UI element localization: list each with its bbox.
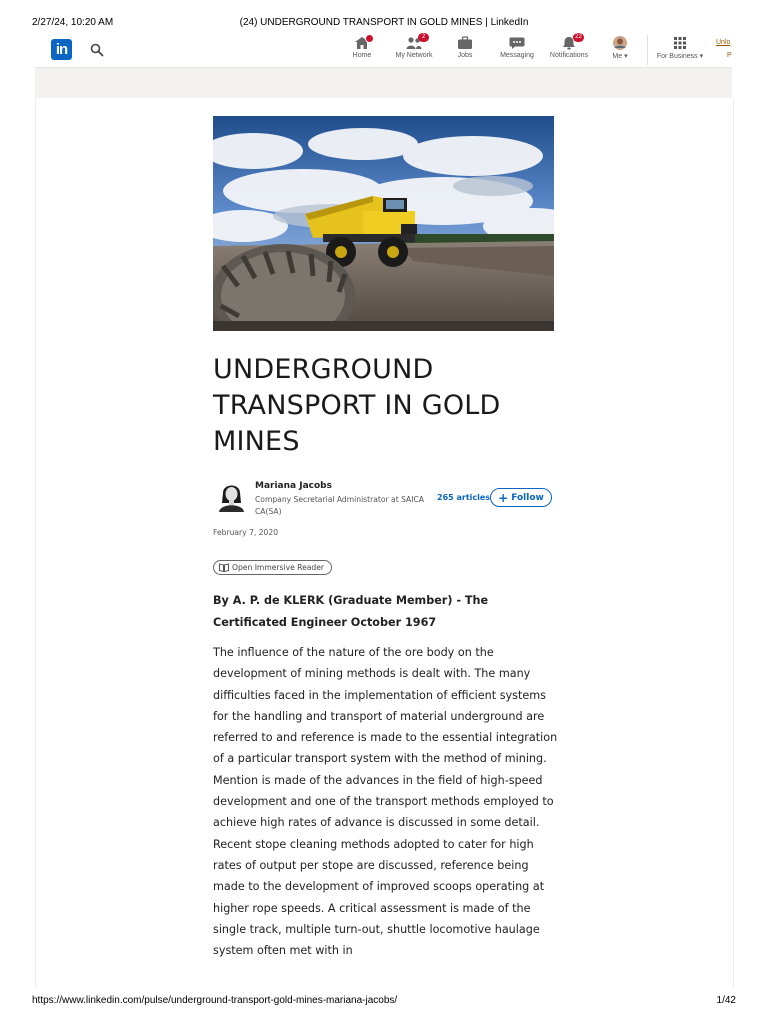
grid-icon xyxy=(672,36,688,50)
page-background-band xyxy=(35,68,732,98)
follow-button-label: Follow xyxy=(511,492,544,503)
home-notification-dot xyxy=(365,34,374,43)
nav-me[interactable] xyxy=(608,36,632,66)
briefcase-icon xyxy=(457,36,473,50)
article-body: The influence of the nature of the ore body on the development of mining methods is dealt with. The many difficulties faced in the implementation of efficient systems for the handling and transport of material underground are referred to and reference is made to the essential integration of a particular transport system with the method of mining. Mention is made of the advances in the field of high-speed development and one of the transport methods employed to achieve high rates of advance is discussed in some detail. Recent stope cleaning methods adopted to cater for high rates of output per stope are discussed, reference being made to the development of improved scoops operating at higher rope speeds. A critical assessment is made of the single track, multiple turn-out, shuttle locomotive haulage system often met with in xyxy=(213,646,558,958)
nav-messaging[interactable] xyxy=(497,36,537,66)
immersive-reader-button[interactable] xyxy=(213,560,332,575)
print-url: https://www.linkedin.com/pulse/underground-transport-gold-mines-mariana-jacobs/ xyxy=(32,995,398,1006)
nav-for-business-label: For Business ▾ xyxy=(656,53,704,60)
nav-home-label: Home xyxy=(352,52,372,59)
nav-messaging-label: Messaging xyxy=(500,52,534,59)
messaging-icon xyxy=(509,36,525,50)
author-avatar[interactable] xyxy=(216,479,247,512)
article-byline: By A. P. de KLERK (Graduate Member) - The Certificated Engineer October 1967 xyxy=(213,594,489,629)
premium-link[interactable]: Unlo xyxy=(716,39,731,46)
home-icon xyxy=(354,36,370,50)
author-articles-count[interactable]: 265 articles xyxy=(437,493,491,502)
network-badge: 2 xyxy=(418,33,429,42)
plus-icon: + xyxy=(498,490,509,505)
print-title: (24) UNDERGROUND TRANSPORT IN GOLD MINES | LinkedIn xyxy=(239,17,529,28)
bell-icon xyxy=(561,34,582,50)
nav-jobs-label: Jobs xyxy=(457,52,473,59)
follow-button[interactable] xyxy=(490,488,552,507)
publish-date: February 7, 2020 xyxy=(213,528,279,537)
print-header xyxy=(0,14,768,30)
nav-my-network[interactable] xyxy=(391,36,437,66)
nav-notifications[interactable] xyxy=(546,36,592,66)
print-page-number: 1/42 xyxy=(716,995,736,1006)
article-title: UNDERGROUND TRANSPORT IN GOLD MINES xyxy=(213,354,501,457)
network-icon xyxy=(406,34,426,50)
chevron-down-icon: ▾ xyxy=(624,53,628,60)
linkedin-logo[interactable]: in xyxy=(51,39,72,60)
nav-me-label: Me ▾ xyxy=(612,53,628,60)
chevron-down-icon: ▾ xyxy=(699,53,704,60)
nav-notifications-label: Notifications xyxy=(549,52,589,59)
notifications-badge: 22 xyxy=(573,33,584,42)
premium-link-line-2[interactable]: P xyxy=(727,52,732,59)
nav-my-network-label: My Network xyxy=(395,52,433,59)
book-icon xyxy=(219,563,229,572)
nav-home[interactable] xyxy=(349,36,375,66)
search-icon[interactable] xyxy=(90,43,104,57)
nav-jobs[interactable] xyxy=(454,36,476,66)
top-navigation xyxy=(35,33,732,68)
avatar-icon xyxy=(612,36,628,50)
cover-image xyxy=(213,116,554,331)
nav-divider xyxy=(647,35,648,65)
print-datetime: 2/27/24, 10:20 AM xyxy=(32,17,114,28)
nav-for-business[interactable] xyxy=(652,36,708,66)
immersive-reader-label: Open Immersive Reader xyxy=(232,563,325,572)
author-name[interactable]: Mariana Jacobs xyxy=(255,481,332,491)
author-headline: Company Secretarial Administrator at SAICA CA(SA) xyxy=(255,495,424,516)
